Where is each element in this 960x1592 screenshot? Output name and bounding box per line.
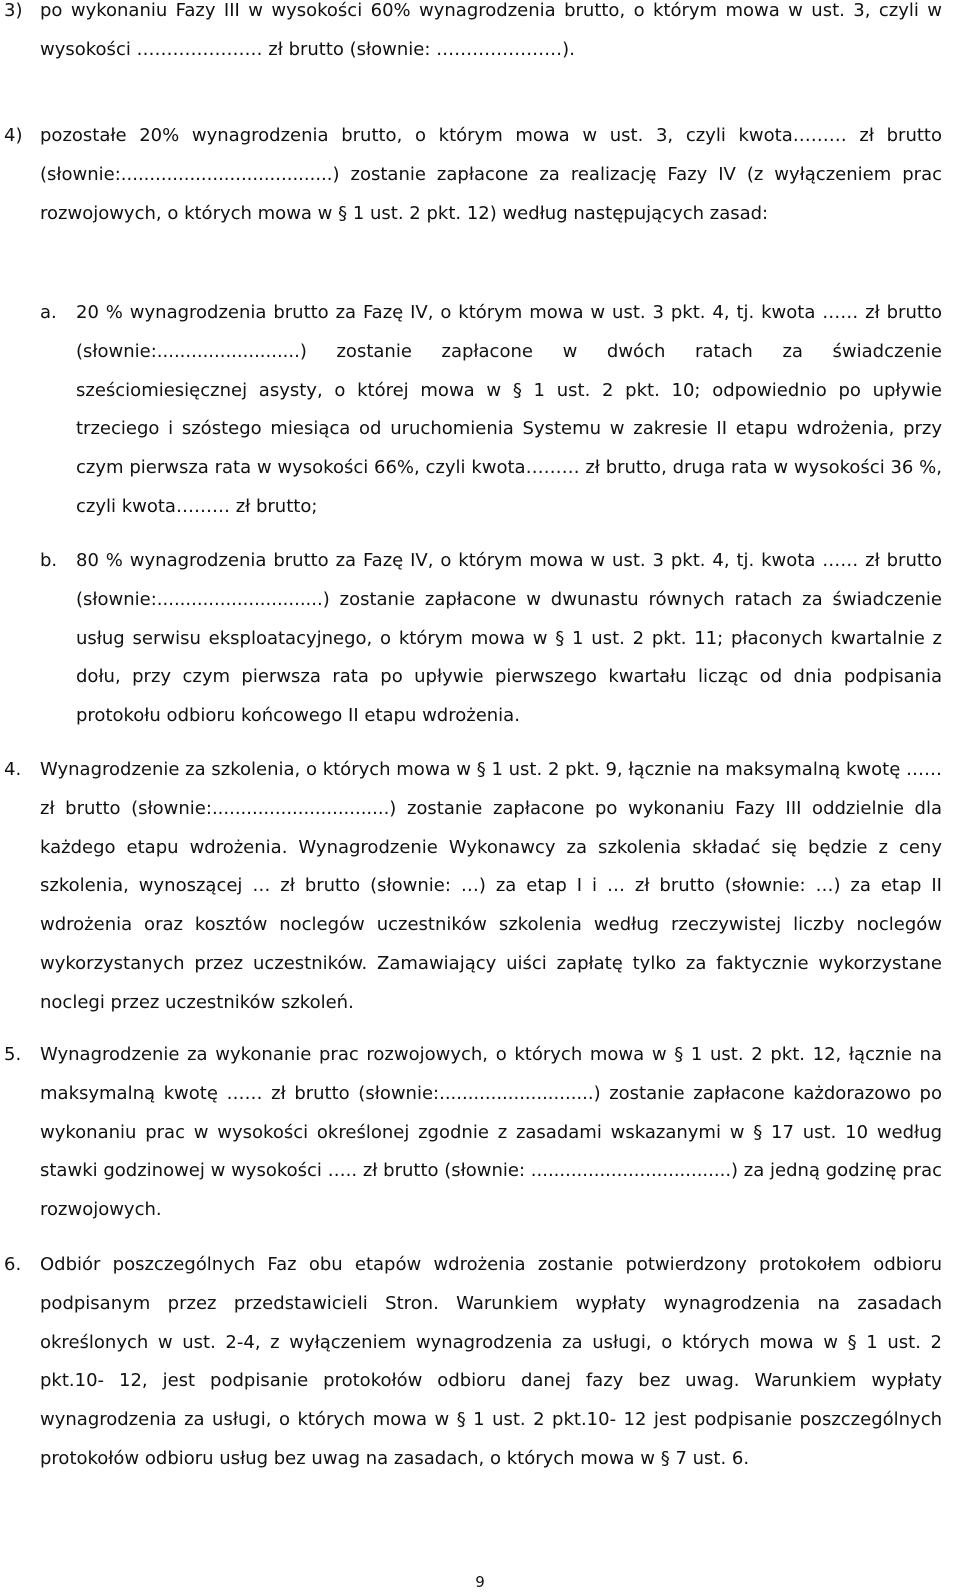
item-3-text: po wykonaniu Fazy III w wysokości 60% wynagrodzenia brutto, o którym mowa w ust. 3, czyli w wysokości ………………… zł brutto (słownie: …………………). — [40, 0, 942, 60]
paragraph-4-marker: 4. — [4, 759, 22, 780]
item-b-marker: b. — [40, 550, 58, 571]
paragraph-5-marker: 5. — [4, 1044, 22, 1065]
item-4-text: pozostałe 20% wynagrodzenia brutto, o którym mowa w ust. 3, czyli kwota……… zł brutto (słownie:.....................................) zostanie zapłacone za realizację Fazy IV (z wyłączeniem prac rozwojowych, o których mowa w § 1 ust. 2 pkt. 12) według następujących zasad: — [40, 125, 942, 224]
paragraph-6-text: Odbiór poszczególnych Faz obu etapów wdrożenia zostanie potwierdzony protokołem odbioru podpisanym przez przedstawicieli Stron. Warunkiem wypłaty wynagrodzenia na zasadach określonych w ust. 2-4, z wyłączeniem wynagrodzenia za usługi, o których mowa w § 1 ust. 2 pkt.10- 12, jest podpisanie protokołów odbioru danej fazy bez uwag. Warunkiem wypłaty wynagrodzenia za usługi, o których mowa w § 1 ust. 2 pkt.10- 12 jest podpisanie poszczególnych protokołów odbioru usług bez uwag na zasadach, o których mowa w § 7 ust. 6. — [40, 1254, 942, 1469]
item-4-marker: 4) — [4, 125, 23, 146]
item-a-marker: a. — [40, 302, 57, 323]
paragraph-5-text: Wynagrodzenie za wykonanie prac rozwojowych, o których mowa w § 1 ust. 2 pkt. 12, łącznie na maksymalną kwotę …… zł brutto (słownie:...........................) zostanie zapłacone każdorazowo po wykonaniu prac w wysokości określonej zgodnie z zasadami wskazanymi w § 17 ust. 10 według stawki godzinowej w wysokości ….. zł brutto (słownie: ...................................) za jedną godzinę prac rozwojowych. — [40, 1044, 942, 1221]
paragraph-4-text: Wynagrodzenie za szkolenia, o których mowa w § 1 ust. 2 pkt. 9, łącznie na maksymalną kwotę …… zł brutto (słownie:...............................) zostanie zapłacone po wykonaniu Fazy III oddzielnie dla każdego etapu wdrożenia. Wynagrodzenie Wykonawcy za szkolenia składać się będzie z ceny szkolenia, wynoszącej … zł brutto (słownie: …) za etap I i … zł brutto (słownie: …) za etap II wdrożenia oraz kosztów noclegów uczestników szkolenia według rzeczywistej liczby noclegów wykorzystanych przez uczestników. Zamawiający uiści zapłatę tylko za faktycznie wykorzystane noclegi przez uczestników szkoleń. — [40, 759, 942, 1013]
page-number: 9 — [475, 1573, 485, 1591]
paragraph-6-marker: 6. — [4, 1254, 22, 1275]
item-b-text: 80 % wynagrodzenia brutto za Fazę IV, o którym mowa w ust. 3 pkt. 4, tj. kwota …… zł brutto (słownie:.............................) zostanie zapłacone w dwunastu równych ratach za świadczenie usług serwisu eksploatacyjnego, o którym mowa w § 1 ust. 2 pkt. 11; płaconych kwartalnie z dołu, przy czym pierwsza rata po upływie pierwszego kwartału licząc od dnia podpisania protokołu odbioru końcowego II etapu wdrożenia. — [76, 550, 942, 727]
item-a-text: 20 % wynagrodzenia brutto za Fazę IV, o którym mowa w ust. 3 pkt. 4, tj. kwota …… zł brutto (słownie:.........................) zostanie zapłacone w dwóch ratach za świadczenie sześciomiesięcznej asysty, o której mowa w § 1 ust. 2 pkt. 10; odpowiednio po upływie trzeciego i szóstego miesiąca od uruchomienia Systemu w zakresie II etapu wdrożenia, przy czym pierwsza rata w wysokości 66%, czyli kwota……… zł brutto, druga rata w wysokości 36 %, czyli kwota……… zł brutto; — [76, 302, 942, 517]
item-3-marker: 3) — [4, 0, 23, 21]
